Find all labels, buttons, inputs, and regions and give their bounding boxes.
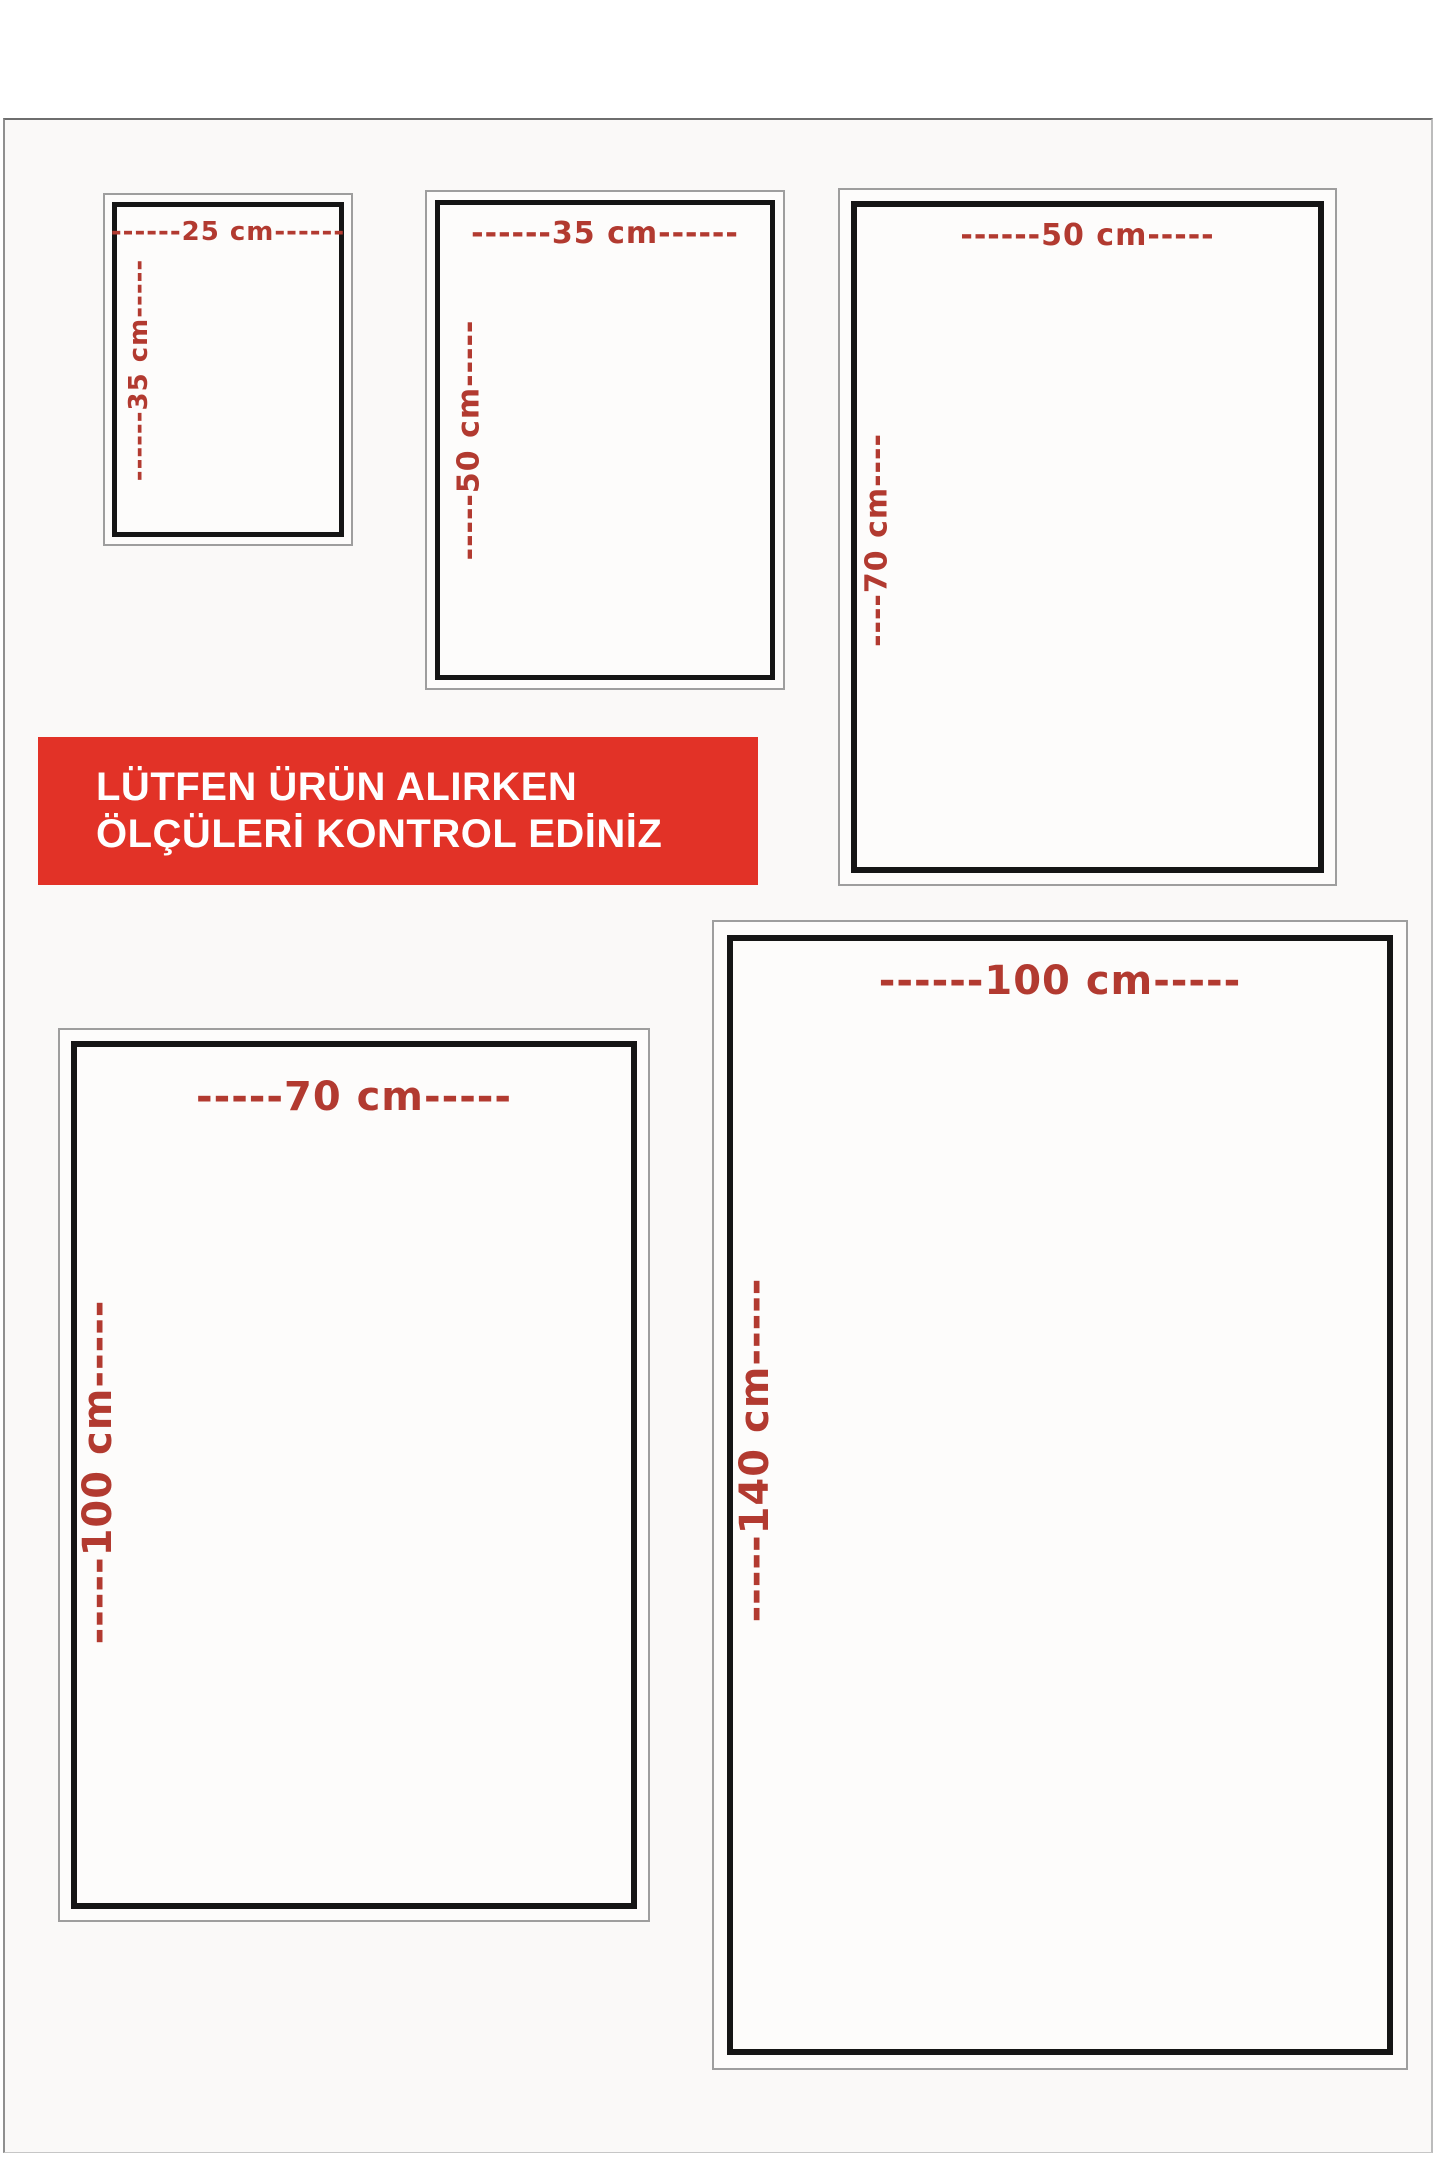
size-box-50x70-inner-outline (851, 201, 1324, 873)
size-warning-banner (38, 737, 758, 885)
width-label-50-cm: ------50 cm----- (960, 218, 1215, 253)
size-box-50x70 (838, 188, 1337, 886)
size-box-100x140-inner-outline (727, 935, 1393, 2055)
size-box-25x35 (103, 193, 353, 546)
width-label-100-cm: ------100 cm----- (878, 958, 1242, 1004)
width-label-35-cm: ------35 cm------ (471, 216, 739, 251)
size-box-70x100 (58, 1028, 650, 1922)
size-box-35x50 (425, 190, 785, 690)
height-label-70-cm: ----70 cm---- (859, 433, 895, 647)
size-box-70x100-inner-outline (71, 1041, 637, 1909)
width-label-25-cm: ------25 cm------ (110, 217, 346, 247)
size-box-100x140 (712, 920, 1408, 2070)
height-label-140-cm: -----140 cm----- (732, 1277, 778, 1623)
height-label-50-cm: -----50 cm----- (451, 319, 487, 561)
banner-line-1: LÜTFEN ÜRÜN ALIRKEN (96, 765, 578, 809)
width-label-70-cm: -----70 cm----- (196, 1074, 512, 1120)
height-label-100-cm: -----100 cm----- (75, 1299, 121, 1645)
banner-line-2: ÖLÇÜLERİ KONTROL EDİNİZ (96, 812, 663, 856)
height-label-35-cm: ------35 cm----- (124, 258, 154, 482)
